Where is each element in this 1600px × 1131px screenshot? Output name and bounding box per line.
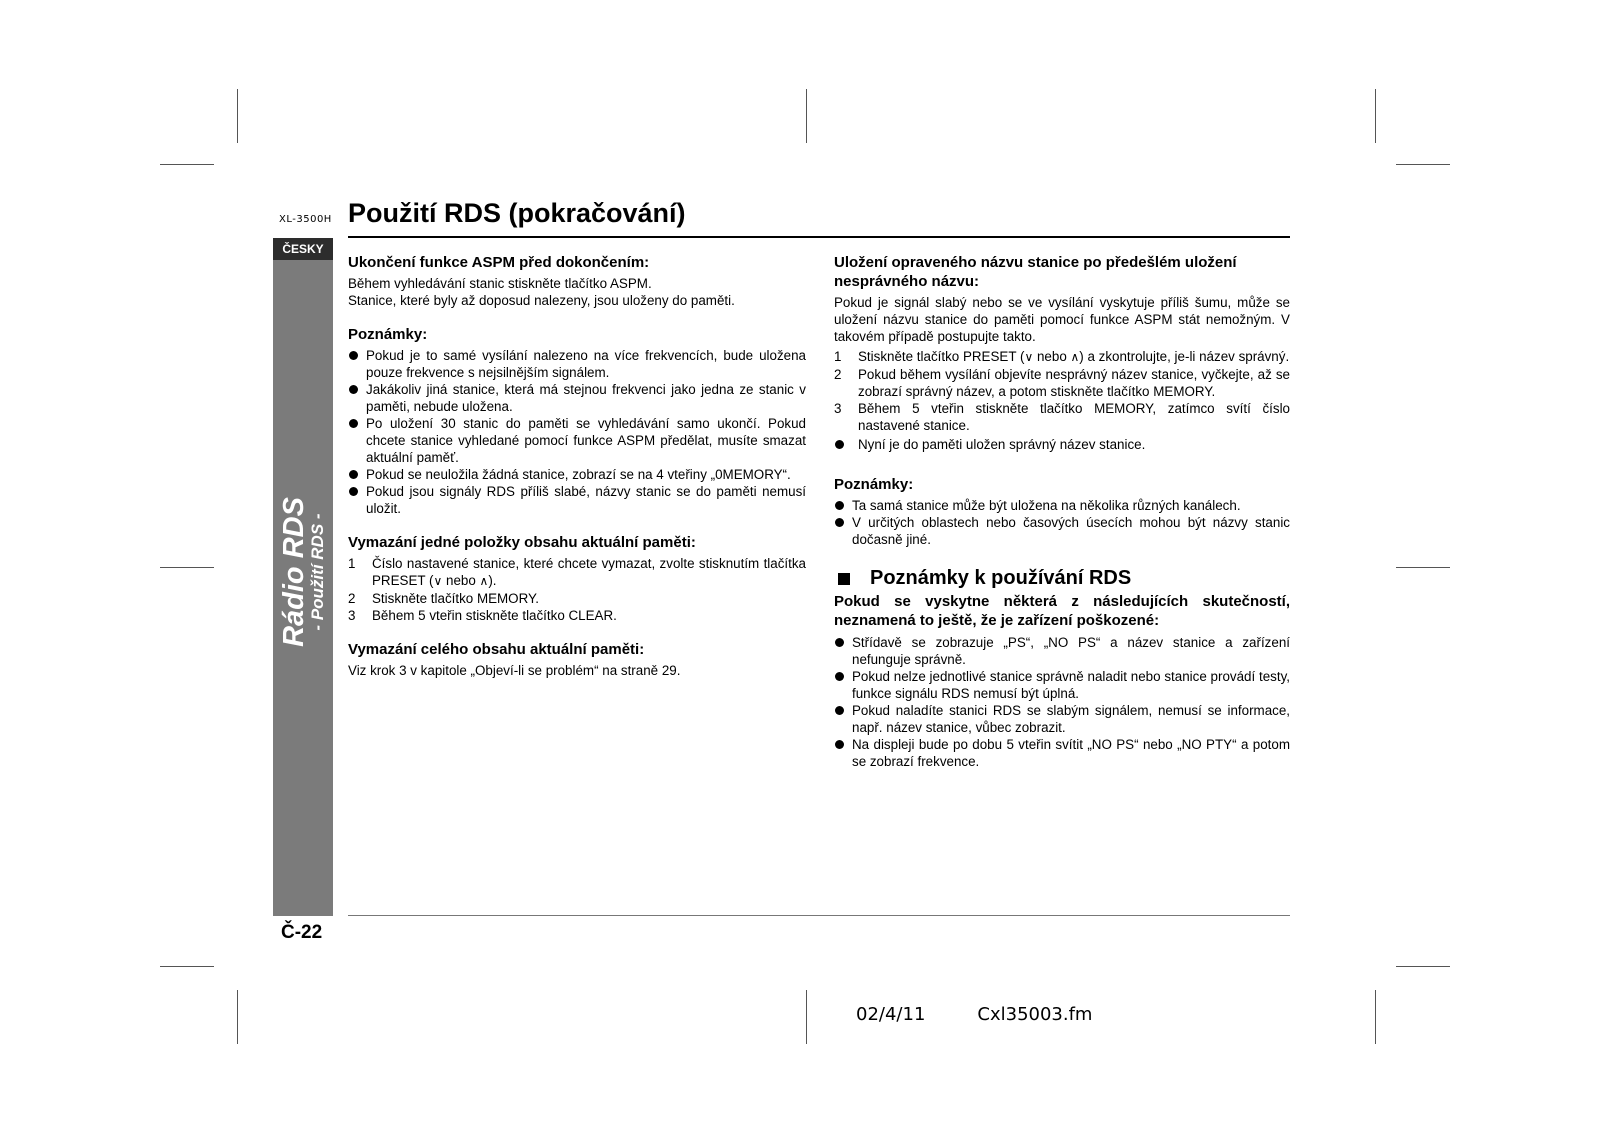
list-item: Nyní je do paměti uložen správný název stanice. <box>834 436 1290 453</box>
step-text-part: Stiskněte tlačítko PRESET ( <box>858 349 1025 364</box>
square-bullet-icon <box>838 573 850 585</box>
crop-mark <box>160 966 214 967</box>
left-column <box>348 253 806 695</box>
crop-mark <box>160 164 214 165</box>
footer-filename: Cxl35003.fm <box>977 1004 1093 1025</box>
paragraph: Viz krok 3 v kapitole „Objeví-li se problém“ na straně 29. <box>348 663 681 678</box>
step-text-part: nebo <box>1033 349 1071 364</box>
step-text: Během 5 vteřin stiskněte tlačítko MEMORY, zatímco svítí číslo nastavené stanice. <box>858 401 1290 433</box>
list-item <box>834 366 1290 400</box>
section-heading: Poznámky: <box>348 326 428 343</box>
list-item: Pokud je to samé vysílání nalezeno na více frekvencích, bude uložena pouze frekvence s nejsilnějším signálem. <box>348 347 806 381</box>
list-item: Pokud naladíte stanici RDS se slabým signálem, nemusí se informace, např. název stanice, vůbec zobrazit. <box>834 702 1290 736</box>
list-item: Střídavě se zobrazuje „PS“, „NO PS“ a název stanice a zařízení nefunguje správně. <box>834 634 1290 668</box>
step-text-part: ). <box>488 573 497 588</box>
step-text <box>372 555 806 590</box>
section-delete-all <box>348 640 806 679</box>
list-item: Pokud nelze jednotlivé stanice správně naladit nebo stanice provádí testy, funkce signálu RDS nemusí být úplná. <box>834 668 1290 702</box>
list-item: Na displeji bude po dobu 5 vteřin svítit „NO PS“ nebo „NO PTY“ a potom se zobrazí frekvence. <box>834 736 1290 770</box>
list-item <box>348 555 806 590</box>
section-notes <box>834 475 1290 548</box>
list-item: V určitých oblastech nebo časových úsecích mohou být názvy stanic dočasně jiné. <box>834 514 1290 548</box>
crop-mark <box>1375 990 1376 1044</box>
section-delete-one <box>348 533 806 624</box>
crop-mark <box>237 990 238 1044</box>
chevron-down-icon: ∨ <box>433 574 443 588</box>
crop-mark <box>160 567 214 568</box>
section-heading: Ukončení funkce ASPM před dokončením: <box>348 254 650 271</box>
list-item: Jakákoliv jiná stanice, která má stejnou frekvenci jako jedna ze stanic v paměti, nebude uložena. <box>348 381 806 415</box>
section-heading <box>834 567 1290 589</box>
section-save-corrected <box>834 253 1290 453</box>
paragraph: Během vyhledávání stanic stiskněte tlačítko ASPM. <box>348 276 652 291</box>
chevron-down-icon: ∨ <box>1024 350 1034 364</box>
bullet-list <box>834 497 1290 548</box>
step-text: Stiskněte tlačítko MEMORY. <box>372 591 539 606</box>
section-rds-notes <box>834 567 1290 770</box>
paragraph: Pokud je signál slabý nebo se ve vysílání vyskytuje příliš šumu, může se uložení názvu stanice do paměti pomocí funkce ASPM stát nemožným. V takovém případě postupujte takto. <box>834 295 1290 344</box>
side-label-sub: - Použití RDS - <box>308 513 328 631</box>
crop-mark <box>1396 164 1450 165</box>
language-tab: ČESKY <box>273 238 333 260</box>
section-heading: Vymazání jedné položky obsahu aktuální paměti: <box>348 534 696 551</box>
step-text-part: Číslo nastavené stanice, které chcete vymazat, zvolte stisknutím tlačítka PRESET ( <box>372 556 806 588</box>
step-number: 1 <box>348 556 356 571</box>
list-item <box>834 400 1290 434</box>
step-text-part: ) a zkontrolujte, je-li název správný. <box>1079 349 1290 364</box>
crop-mark <box>806 990 807 1044</box>
right-column <box>834 253 1290 786</box>
list-item: Pokud se neuložila žádná stanice, zobrazí se na 4 vteřiny „0MEMORY“. <box>348 466 806 483</box>
page-title: Použití RDS (pokračování) <box>348 198 686 228</box>
model-number: XL-3500H <box>279 214 332 225</box>
page-number: Č-22 <box>281 922 323 943</box>
list-item <box>348 607 806 624</box>
section-aspm-stop <box>348 253 806 309</box>
crop-mark <box>1396 567 1450 568</box>
step-text-part: nebo <box>442 573 480 588</box>
bottom-divider <box>348 915 1290 916</box>
side-label-main: Rádio RDS <box>277 497 310 647</box>
bullet-list <box>834 436 1290 453</box>
list-item: Pokud jsou signály RDS příliš slabé, názvy stanic se do paměti nemusí uložit. <box>348 483 806 517</box>
list-item <box>834 348 1290 366</box>
section-heading: Poznámky: <box>834 476 914 493</box>
step-number: 3 <box>348 608 356 623</box>
print-footer <box>856 1004 1144 1025</box>
title-divider <box>348 236 1290 238</box>
crop-mark <box>1375 89 1376 143</box>
chevron-up-icon: ∧ <box>1070 350 1080 364</box>
footer-date: 02/4/11 <box>856 1004 926 1025</box>
bullet-list <box>834 634 1290 770</box>
intro-paragraph: Pokud se vyskytne některá z následujících skutečností, neznamená to ještě, že je zařízení poškozené: <box>834 593 1290 629</box>
bullet-list <box>348 347 806 517</box>
step-number: 1 <box>834 349 842 364</box>
step-number: 2 <box>834 367 842 382</box>
numbered-list <box>348 555 806 624</box>
step-number: 3 <box>834 401 842 416</box>
chevron-up-icon: ∧ <box>479 574 489 588</box>
section-heading-text: Poznámky k používání RDS <box>870 567 1132 589</box>
crop-mark <box>237 89 238 143</box>
section-notes <box>348 325 806 517</box>
numbered-list <box>834 348 1290 434</box>
step-number: 2 <box>348 591 356 606</box>
crop-mark <box>806 89 807 143</box>
step-text: Pokud během vysílání objevíte nesprávný název stanice, vyčkejte, až se zobrazí správný název, a potom stiskněte tlačítko MEMORY. <box>858 367 1290 399</box>
step-text: Během 5 vteřin stiskněte tlačítko CLEAR. <box>372 608 617 623</box>
crop-mark <box>1396 966 1450 967</box>
paragraph: Stanice, které byly až doposud nalezeny, jsou uloženy do paměti. <box>348 293 735 308</box>
list-item: Ta samá stanice může být uložena na několika různých kanálech. <box>834 497 1290 514</box>
list-item <box>348 590 806 607</box>
list-item: Po uložení 30 stanic do paměti se vyhledávání samo ukončí. Pokud chcete stanice vyhledané pomocí funkce ASPM předělat, musíte smazat aktuální paměť. <box>348 415 806 466</box>
side-label <box>279 497 327 647</box>
section-heading: Vymazání celého obsahu aktuální paměti: <box>348 641 645 658</box>
section-heading: Uložení opraveného názvu stanice po předešlém uložení nesprávného názvu: <box>834 254 1237 290</box>
step-text <box>858 348 1289 366</box>
